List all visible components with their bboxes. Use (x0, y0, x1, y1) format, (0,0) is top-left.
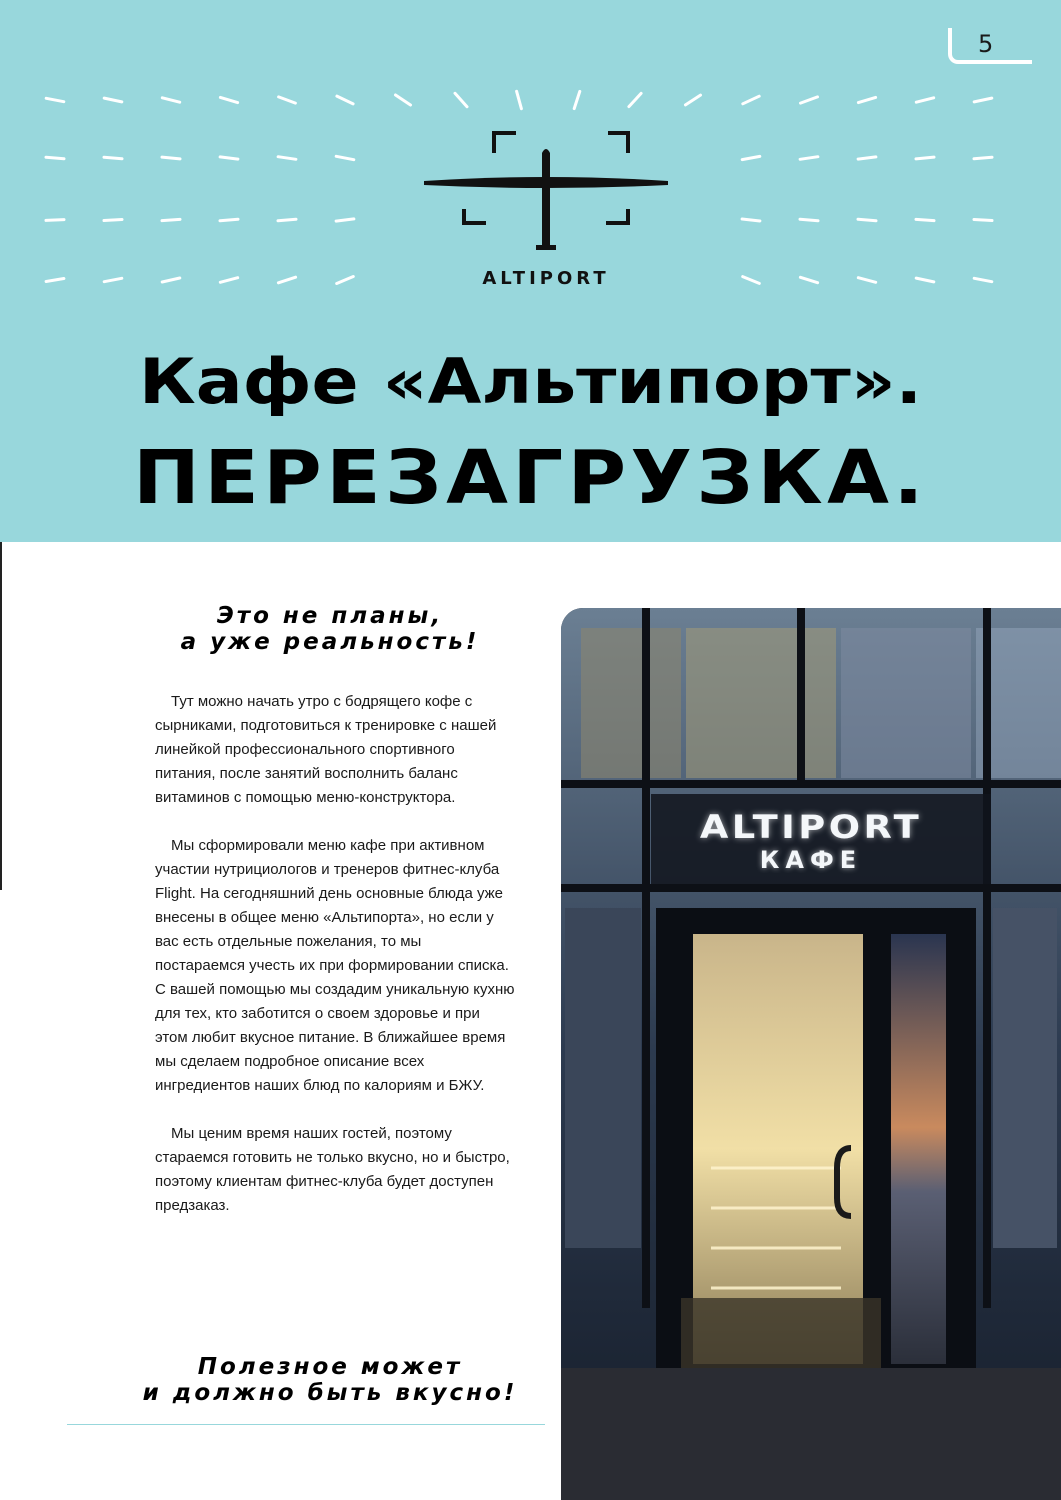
decorative-dash (629, 93, 641, 106)
decorative-dash (162, 157, 180, 159)
decorative-dash (46, 220, 64, 221)
decorative-dash (517, 91, 522, 108)
decorative-dash (574, 91, 580, 108)
decorative-dash (743, 277, 760, 284)
decorative-dash (974, 220, 992, 221)
decorative-dash (455, 93, 467, 106)
decorative-dash (279, 97, 296, 103)
paragraph: Мы сформировали меню кафе при активном участии нутрициологов и тренеров фитнес-клуба Flight. На сегодняшний день основные блюда уже внесены в общее меню «Альтипорта», но если у вас есть отдельные пожелания, то мы постараемся учесть их при формировании списка. С вашей помощью мы создадим уникальную кухню для тех, кто заботится о своем здоровье и при этом любит вкусное питание. В ближайшее время мы сделаем подробное описание всех ингредиентов наших блюд по калориям и БЖУ. (155, 837, 515, 1094)
decorative-dash (220, 157, 238, 159)
altiport-glider-logo (420, 125, 672, 265)
paragraph: Тут можно начать утро с бодрящего кофе с сырниками, подготовиться к тренировке с нашей линейкой профессионального спортивного питания, после занятий восполнить баланс витаминов с помощью меню-конструктора. (155, 693, 497, 806)
decorative-dash (858, 219, 876, 220)
decorative-dash (162, 278, 180, 282)
closing-heading (110, 1354, 550, 1406)
decorative-dash (337, 96, 353, 104)
decorative-dash (686, 95, 701, 105)
decorative-dash (104, 98, 122, 102)
bottom-divider (67, 1424, 545, 1425)
decorative-dash (336, 219, 354, 221)
closing-heading-line-1: Полезное может (197, 1354, 463, 1380)
decorative-dash (104, 157, 122, 159)
decorative-dash (46, 279, 64, 282)
decorative-dash (916, 219, 934, 220)
decorative-dash (278, 219, 296, 221)
decorative-dash (800, 157, 818, 160)
decorative-dash (46, 98, 64, 101)
decorative-dash (800, 219, 818, 221)
paragraph: Мы ценим время наших гостей, поэтому стараемся готовить не только вкусно, но и быстро, поэтому клиентам фитнес-клуба будет доступен предзаказ. (155, 1125, 510, 1214)
headline-line-2: ПЕРЕЗАГРУЗКА. (133, 435, 928, 521)
decorative-dash (742, 156, 760, 159)
decorative-dash (162, 219, 180, 220)
intro-heading-line-1: Это не планы, (216, 603, 444, 629)
cafe-facade-illustration (561, 608, 1061, 1500)
page-number-badge (948, 28, 1032, 68)
header-banner (0, 0, 1061, 542)
decorative-dash (974, 157, 992, 159)
decorative-dash (974, 98, 992, 102)
decorative-dash (396, 95, 411, 105)
cafe-sign-label: КАФЕ (759, 846, 863, 874)
decorative-dash (220, 97, 237, 102)
article-body (155, 690, 515, 1242)
decorative-dash (742, 219, 760, 221)
decorative-dash (220, 278, 237, 283)
decorative-dash (220, 219, 238, 220)
decorative-dash (801, 97, 818, 103)
decorative-dash (162, 98, 179, 102)
page-number: 5 (978, 30, 994, 58)
decorative-dash (278, 277, 295, 283)
closing-heading-line-2: и должно быть вкусно! (142, 1380, 518, 1406)
altiport-logo-text: ALTIPORT (482, 268, 610, 289)
decorative-dash (278, 157, 296, 160)
decorative-dash (858, 97, 875, 102)
decorative-dash (916, 98, 933, 102)
decorative-dash (858, 157, 876, 159)
decorative-dash (743, 96, 759, 104)
cafe-entrance-photo (561, 608, 1061, 1500)
decorative-dash (916, 278, 934, 282)
decorative-dash (800, 277, 817, 282)
headline-line-1: Кафе «Альтипорт». (139, 345, 922, 418)
decorative-dash (336, 156, 354, 159)
decorative-dash (974, 278, 992, 281)
intro-heading (110, 603, 550, 655)
left-edge-rule (0, 542, 2, 890)
decorative-dash (104, 278, 122, 281)
decorative-dash (104, 220, 122, 221)
decorative-dash (337, 277, 354, 284)
decorative-dash (858, 278, 875, 283)
intro-heading-line-2: а уже реальность! (180, 629, 480, 655)
decorative-dash (916, 157, 934, 159)
decorative-dash (46, 157, 64, 158)
cafe-sign-brand: ALTIPORT (699, 808, 923, 846)
